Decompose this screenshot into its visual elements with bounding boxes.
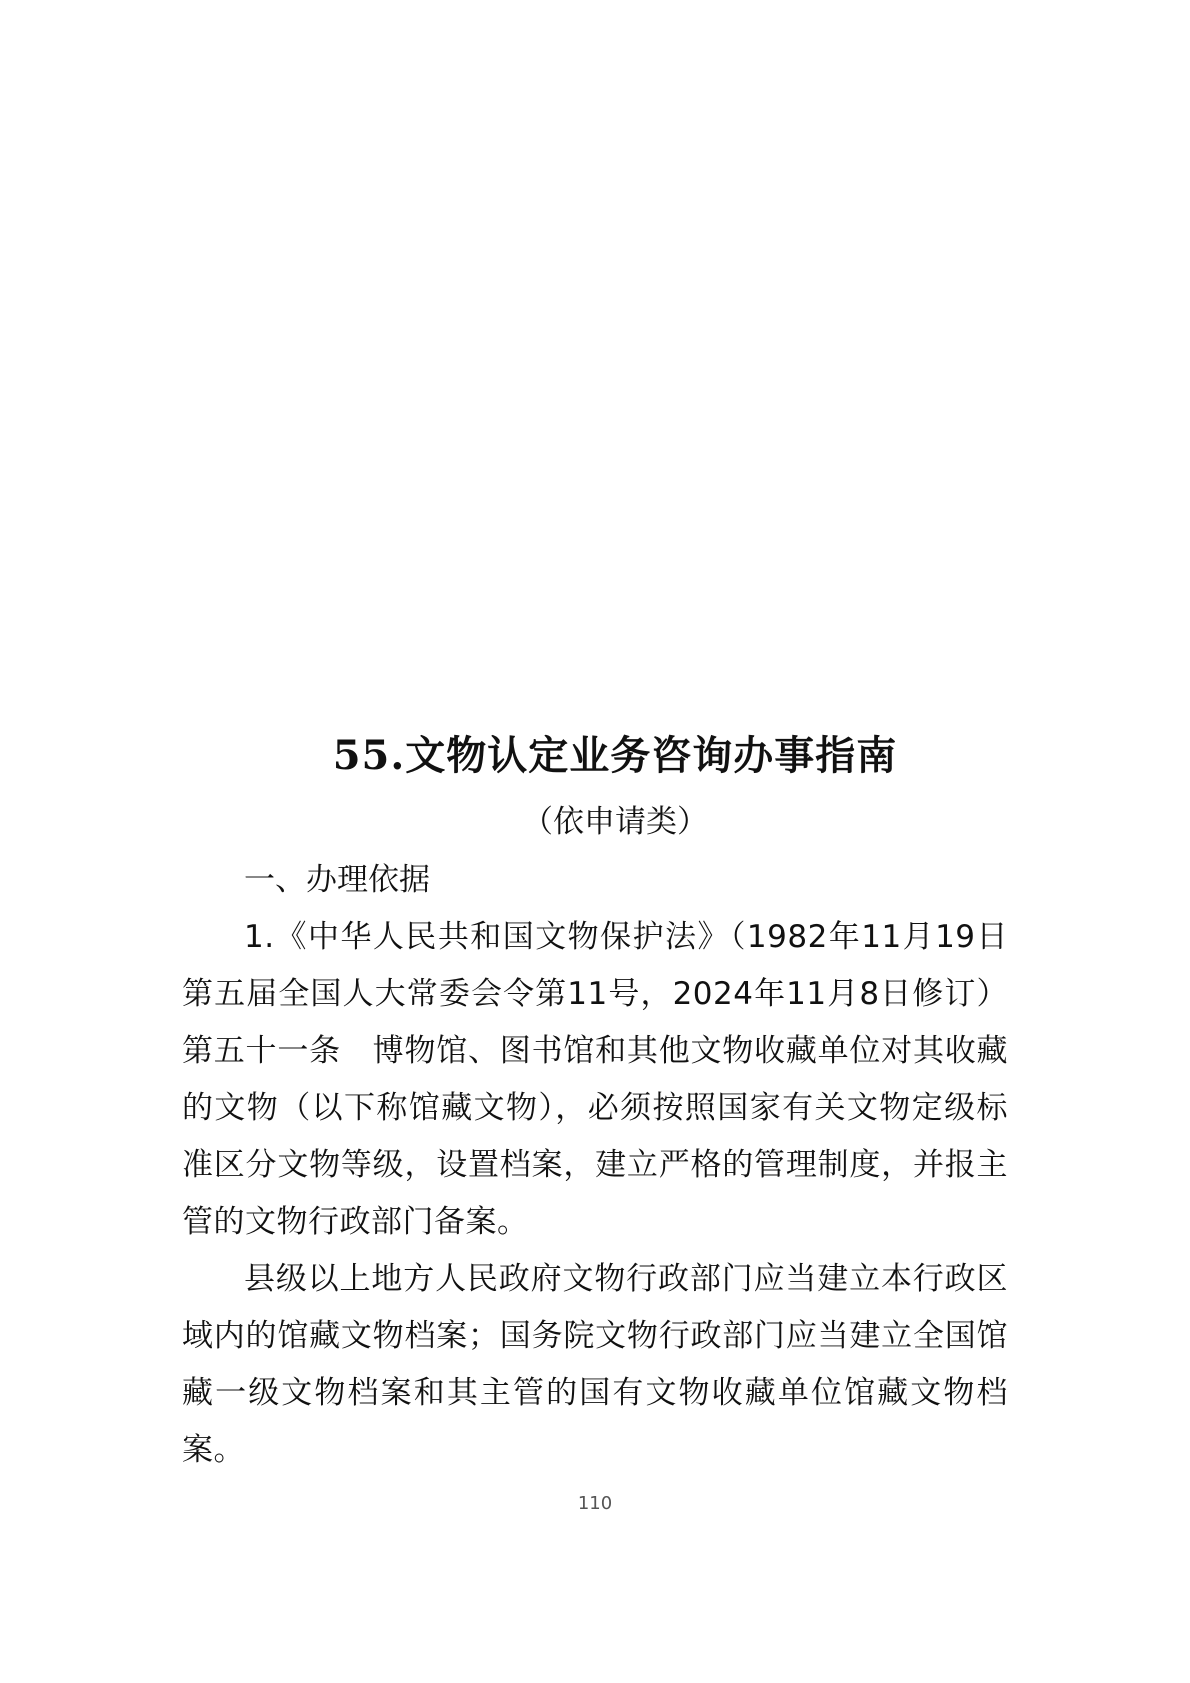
paragraph-archives: 县级以上地方人民政府文物行政部门应当建立本行政区域内的馆藏文物档案；国务院文物行政部门应当建立全国馆藏一级文物档案和其主管的国有文物收藏单位馆藏文物档案。	[182, 1261, 1008, 1468]
document-title: 55.文物认定业务咨询办事指南	[332, 732, 898, 779]
page-number: 110	[577, 1493, 613, 1514]
paragraph-legal-basis: 1.《中华人民共和国文物保护法》（1982年11月19日第五届全国人大常委会令第11号，2024年11月8日修订）第五十一条 博物馆、图书馆和其他文物收藏单位对其收藏的文物（以下称馆藏文物），必须按照国家有关文物定级标准区分文物等级，设置档案，建立严格的管理制度，并报主管的文物行政部门备案。	[182, 919, 1008, 1240]
document-body	[182, 852, 1008, 1479]
section-heading: 一、办理依据	[244, 862, 430, 898]
document-subtitle: （依申请类）	[522, 804, 708, 840]
